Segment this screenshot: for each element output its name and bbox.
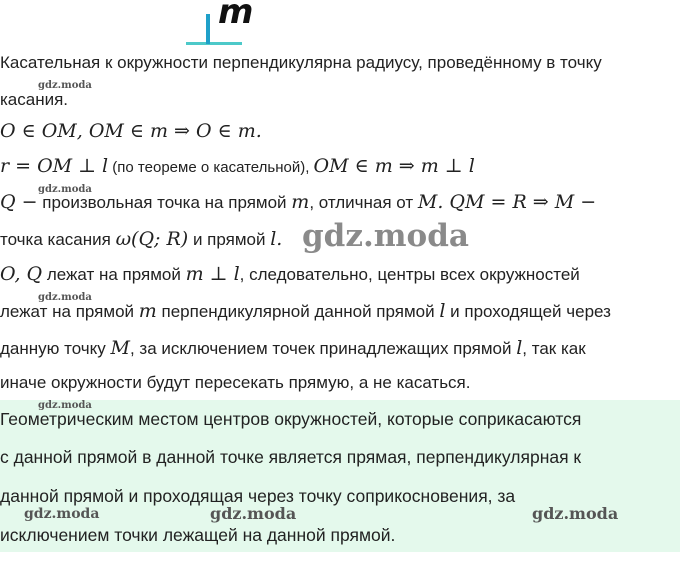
text-span: лежат на прямой <box>42 265 186 284</box>
tangent-line <box>186 42 242 45</box>
math-expr: m <box>291 191 310 213</box>
answer-line-1: Геометрическим местом центров окружностей, которые соприкасаются <box>0 409 582 429</box>
math-expr: M <box>110 337 130 359</box>
math-line-1: O ∈ OM, OM ∈ m ⇒ O ∈ m. <box>0 120 262 142</box>
math-expr: M. QM = R ⇒ M − <box>417 191 597 213</box>
text-span: данную точку <box>0 339 111 358</box>
math-expr: r = OM ⊥ l <box>0 155 109 177</box>
text-span: и прямой <box>188 230 271 249</box>
watermark: gdz.moda <box>532 504 619 523</box>
watermark: gdz.moda <box>38 80 92 91</box>
text-line-10: иначе окружности будут пересекать прямую, а не касаться. <box>0 373 471 392</box>
math-expr: Q − <box>0 191 38 213</box>
math-expr: OM ∈ m ⇒ m ⊥ l <box>313 155 475 177</box>
math-line-2 <box>0 155 475 177</box>
text-line-1: Касательная к окружности перпендикулярна радиусу, проведённому в точку <box>0 53 602 72</box>
text-span: точка касания <box>0 230 116 249</box>
line-diagram <box>184 0 264 48</box>
math-expr: l <box>439 300 446 322</box>
text-span: перпендикулярной данной прямой <box>156 302 440 321</box>
watermark: gdz.moda <box>24 506 100 522</box>
text-line-6 <box>0 228 282 250</box>
watermark: gdz.moda <box>302 218 469 254</box>
math-expr: l <box>516 337 523 359</box>
math-expr: m ⊥ l <box>185 263 240 285</box>
answer-line-4: исключением точки лежащей на данной прямой. <box>0 525 396 545</box>
text-line-9 <box>0 337 586 359</box>
watermark: gdz.moda <box>38 292 92 303</box>
answer-line-2: с данной прямой в данной точке является прямая, перпендикулярная к <box>0 447 582 467</box>
math-expr: ω(Q; R) <box>115 228 189 250</box>
text-line-8 <box>0 300 611 322</box>
watermark: gdz.moda <box>38 184 92 195</box>
text-span: лежат на прямой <box>0 302 139 321</box>
text-span: , следовательно, центры всех окружностей <box>239 265 580 284</box>
line-label-m: m <box>218 0 254 32</box>
math-expr: l. <box>270 228 283 250</box>
watermark: gdz.moda <box>210 504 297 523</box>
math-expr: O, Q <box>0 263 43 285</box>
text-span: , так как <box>522 339 586 358</box>
text-line-2: касания. <box>0 90 69 109</box>
text-span: , за исключением точек принадлежащих прямой <box>129 339 517 358</box>
text-span: (по теореме о касательной), <box>108 159 314 176</box>
watermark: gdz.moda <box>38 400 92 411</box>
answer-box <box>0 400 680 552</box>
perpendicular-mark <box>206 14 210 44</box>
math-expr: m <box>138 300 157 322</box>
text-span: произвольная точка на прямой <box>37 193 292 212</box>
text-span: , отличная от <box>309 193 418 212</box>
text-line-5 <box>0 191 596 213</box>
text-span: и проходящей через <box>445 302 611 321</box>
answer-line-3: данной прямой и проходящая через точку соприкосновения, за <box>0 486 516 506</box>
text-line-7 <box>0 263 580 285</box>
